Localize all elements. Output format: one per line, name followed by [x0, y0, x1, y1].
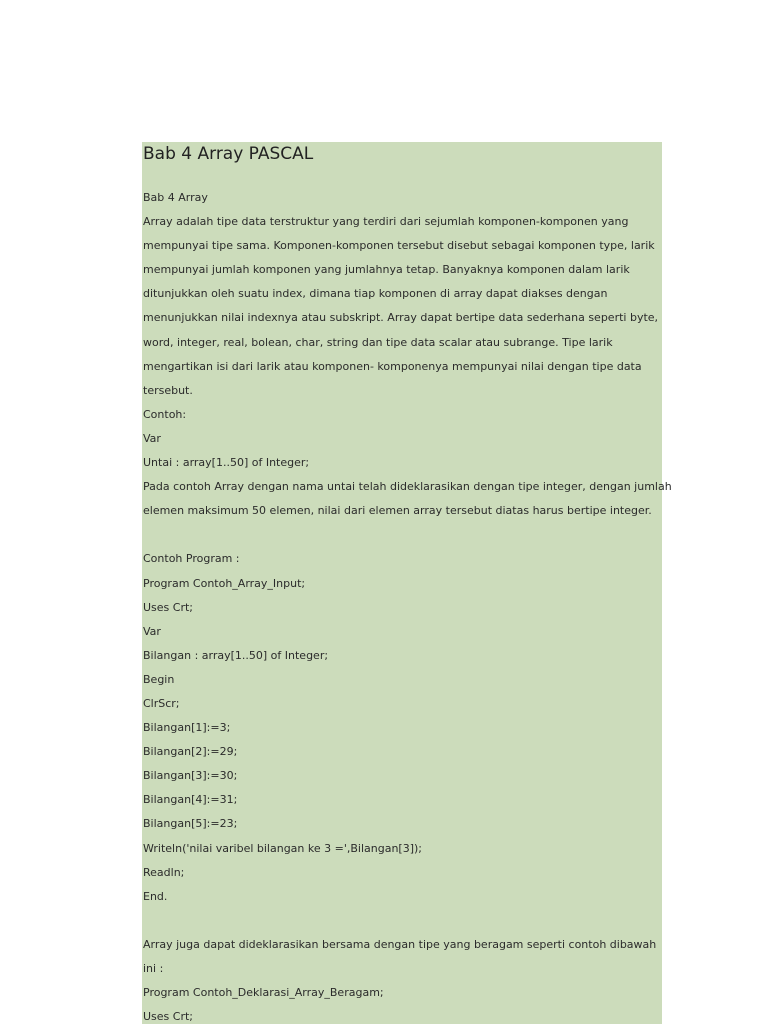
text-line: Bab 4 Array	[143, 191, 208, 204]
text-line: tersebut.	[143, 383, 193, 397]
text-line: elemen maksimum 50 elemen, nilai dari elemen array tersebut diatas harus bertipe integer.	[143, 504, 652, 518]
text-line: Writeln('nilai varibel bilangan ke 3 =',Bilangan[3]);	[143, 841, 423, 855]
text-line: mempunyai jumlah komponen yang jumlahnya tetap. Banyaknya komponen dalam larik	[143, 263, 630, 277]
text-line: Bilangan[1]:=3;	[143, 721, 231, 735]
page-title: Bab 4 Array PASCAL	[143, 144, 314, 164]
text-line: mengartikan isi dari larik atau komponen- komponenya mempunyai nilai dengan tipe data	[143, 359, 642, 373]
article-content	[142, 142, 672, 1024]
text-line: Var	[143, 431, 161, 445]
text-line: Begin	[143, 672, 175, 686]
text-line: word, integer, real, bolean, char, string dan tipe data scalar atau subrange. Tipe larik	[143, 335, 613, 349]
text-line: Uses Crt;	[143, 600, 193, 614]
text-line: Program Contoh_Array_Input;	[143, 576, 306, 590]
text-line: Contoh:	[143, 407, 187, 421]
text-line: Bilangan[3]:=30;	[143, 769, 238, 783]
text-line: ClrScr;	[143, 696, 180, 710]
text-line: menunjukkan nilai indexnya atau subskript. Array dapat bertipe data sederhana seperti byte,	[143, 311, 659, 325]
text-line: Untai : array[1..50] of Integer;	[143, 456, 310, 470]
text-line: Pada contoh Array dengan nama untai telah dideklarasikan dengan tipe integer, dengan jumlah	[143, 480, 672, 494]
text-line: Var	[143, 624, 161, 638]
text-line: mempunyai tipe sama. Komponen-komponen tersebut disebut sebagai komponen type, larik	[143, 239, 655, 253]
article-body	[142, 186, 672, 1024]
text-line: Uses Crt;	[143, 1010, 193, 1024]
text-line: Array adalah tipe data terstruktur yang terdiri dari sejumlah komponen-komponen yang	[143, 215, 629, 229]
text-line: Bilangan : array[1..50] of Integer;	[143, 648, 329, 662]
text-line: Contoh Program :	[143, 552, 240, 566]
text-line: Program Contoh_Deklarasi_Array_Beragam;	[143, 986, 384, 1000]
text-line: Bilangan[5]:=23;	[143, 817, 238, 831]
text-line: ini :	[143, 962, 164, 975]
text-line: Readln;	[143, 865, 185, 879]
text-line: Bilangan[4]:=31;	[143, 793, 238, 807]
text-line: Bilangan[2]:=29;	[143, 745, 238, 759]
text-line	[142, 909, 662, 933]
text-line: ditunjukkan oleh suatu index, dimana tiap komponen di array dapat diakses dengan	[143, 287, 608, 301]
text-line	[142, 523, 662, 547]
text-line: End.	[143, 889, 168, 903]
text-line: Array juga dapat dideklarasikan bersama dengan tipe yang beragam seperti contoh dibawah	[143, 937, 657, 951]
